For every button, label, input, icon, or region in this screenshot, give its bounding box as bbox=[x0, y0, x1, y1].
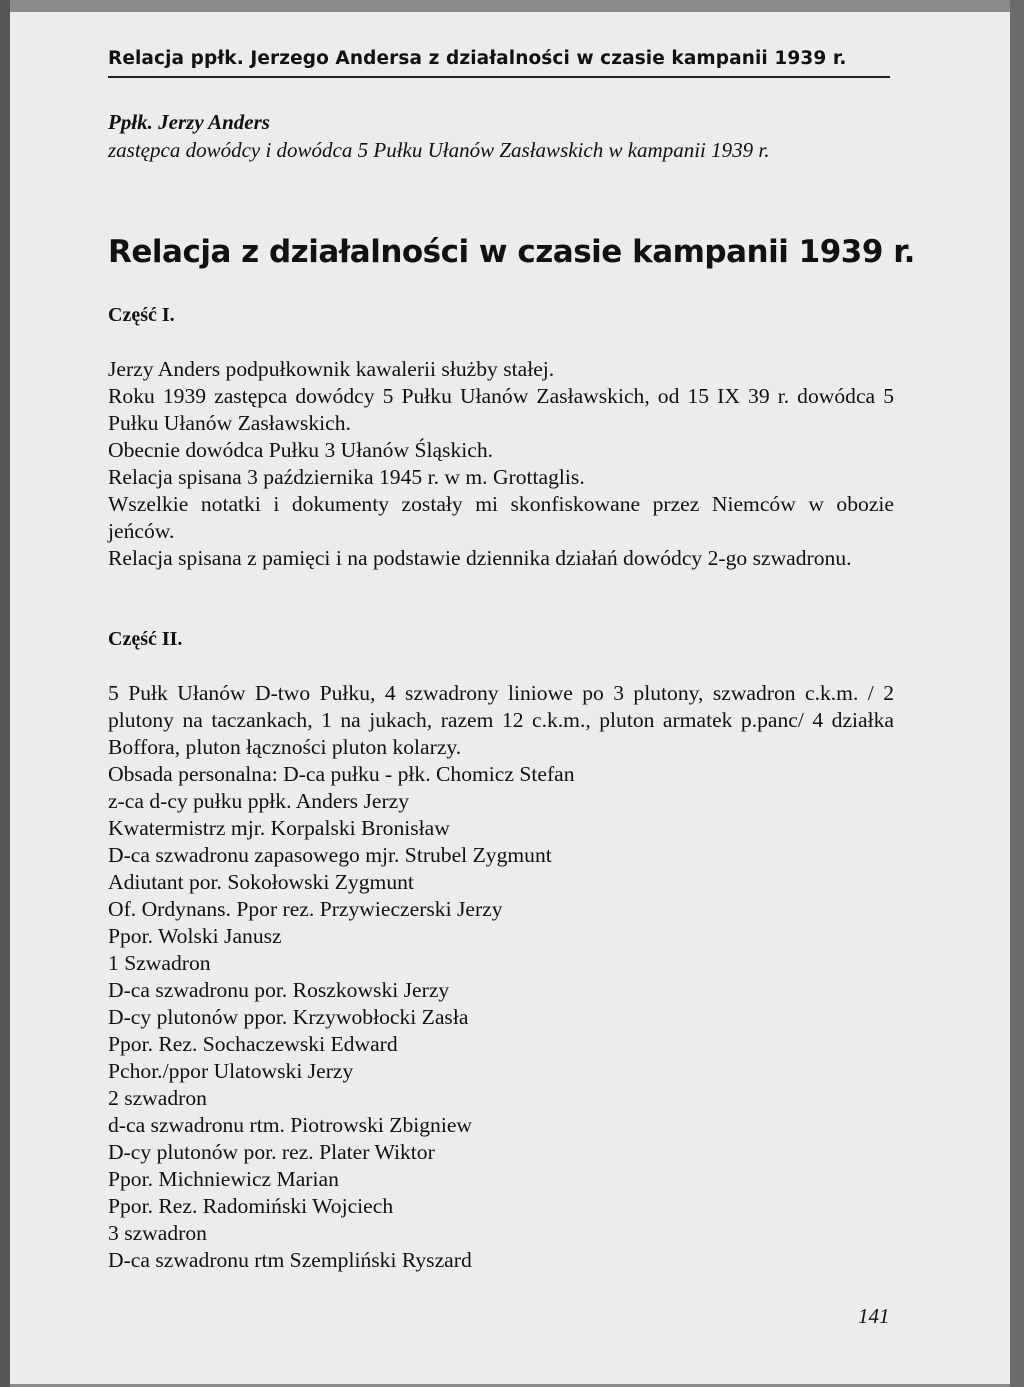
part-2-body bbox=[108, 680, 894, 1274]
page-number: 141 bbox=[858, 1304, 890, 1328]
paragraph: Of. Ordynans. Ppor rez. Przywieczerski Jerzy bbox=[108, 897, 503, 921]
paragraph: Obecnie dowódca Pułku 3 Ułanów Śląskich. bbox=[108, 438, 494, 462]
author-role: zastępca dowódcy i dowódca 5 Pułku Ułanów Zasławskich w kampanii 1939 r. bbox=[108, 138, 770, 162]
paragraph: 2 szwadron bbox=[108, 1086, 207, 1110]
running-head: Relacja ppłk. Jerzego Andersa z działalności w czasie kampanii 1939 r. bbox=[108, 48, 847, 69]
paragraph: Roku 1939 zastępca dowódcy 5 Pułku Ułanów Zasławskich, od 15 IX 39 r. dowódca 5 Pułku Ułanów Zasławskich. bbox=[108, 384, 894, 435]
part-1-heading: Część I. bbox=[108, 304, 175, 326]
scan-left-border bbox=[0, 0, 10, 1387]
paragraph: Relacja spisana z pamięci i na podstawie dziennika działań dowódcy 2-go szwadronu. bbox=[108, 546, 852, 570]
paragraph: Wszelkie notatki i dokumenty zostały mi skonfiskowane przez Niemców w obozie jeńców. bbox=[108, 492, 894, 543]
part-1-body bbox=[108, 356, 894, 572]
paragraph: Relacja spisana 3 października 1945 r. w m. Grottaglis. bbox=[108, 465, 585, 489]
paragraph: Jerzy Anders podpułkownik kawalerii służby stałej. bbox=[108, 357, 555, 381]
paragraph: Adiutant por. Sokołowski Zygmunt bbox=[108, 870, 414, 894]
paragraph: Ppor. Wolski Janusz bbox=[108, 924, 282, 948]
paragraph: 3 szwadron bbox=[108, 1221, 207, 1245]
paragraph: Ppor. Michniewicz Marian bbox=[108, 1167, 339, 1191]
paragraph: 1 Szwadron bbox=[108, 951, 211, 975]
paragraph: D-ca szwadronu por. Roszkowski Jerzy bbox=[108, 978, 450, 1002]
paragraph: D-cy plutonów por. rez. Plater Wiktor bbox=[108, 1140, 435, 1164]
header-rule bbox=[108, 76, 890, 78]
paragraph: z-ca d-cy pułku ppłk. Anders Jerzy bbox=[108, 789, 410, 813]
scan-right-border bbox=[1010, 0, 1024, 1387]
paragraph: D-ca szwadronu rtm Szempliński Ryszard bbox=[108, 1248, 472, 1272]
paragraph: Obsada personalna: D-ca pułku - płk. Chomicz Stefan bbox=[108, 762, 575, 786]
paragraph: D-cy plutonów ppor. Krzywobłocki Zasła bbox=[108, 1005, 469, 1029]
part-2-heading: Część II. bbox=[108, 628, 183, 650]
paragraph: Ppor. Rez. Radomiński Wojciech bbox=[108, 1194, 394, 1218]
paragraph: Pchor./ppor Ulatowski Jerzy bbox=[108, 1059, 354, 1083]
paragraph: Kwatermistrz mjr. Korpalski Bronisław bbox=[108, 816, 450, 840]
paragraph: 5 Pułk Ułanów D-two Pułku, 4 szwadrony liniowe po 3 plutony, szwadron c.k.m. / 2 plutony na taczankach, 1 na jukach, razem 12 c.k.m., pluton armatek p.panc/ 4 działka Boffora, pluton łączności pluton kolarzy. bbox=[108, 681, 894, 759]
author-name: Ppłk. Jerzy Anders bbox=[108, 110, 270, 134]
chapter-title: Relacja z działalności w czasie kampanii 1939 r. bbox=[108, 234, 915, 270]
paragraph: D-ca szwadronu zapasowego mjr. Strubel Zygmunt bbox=[108, 843, 552, 867]
paragraph: d-ca szwadronu rtm. Piotrowski Zbigniew bbox=[108, 1113, 473, 1137]
paragraph: Ppor. Rez. Sochaczewski Edward bbox=[108, 1032, 398, 1056]
